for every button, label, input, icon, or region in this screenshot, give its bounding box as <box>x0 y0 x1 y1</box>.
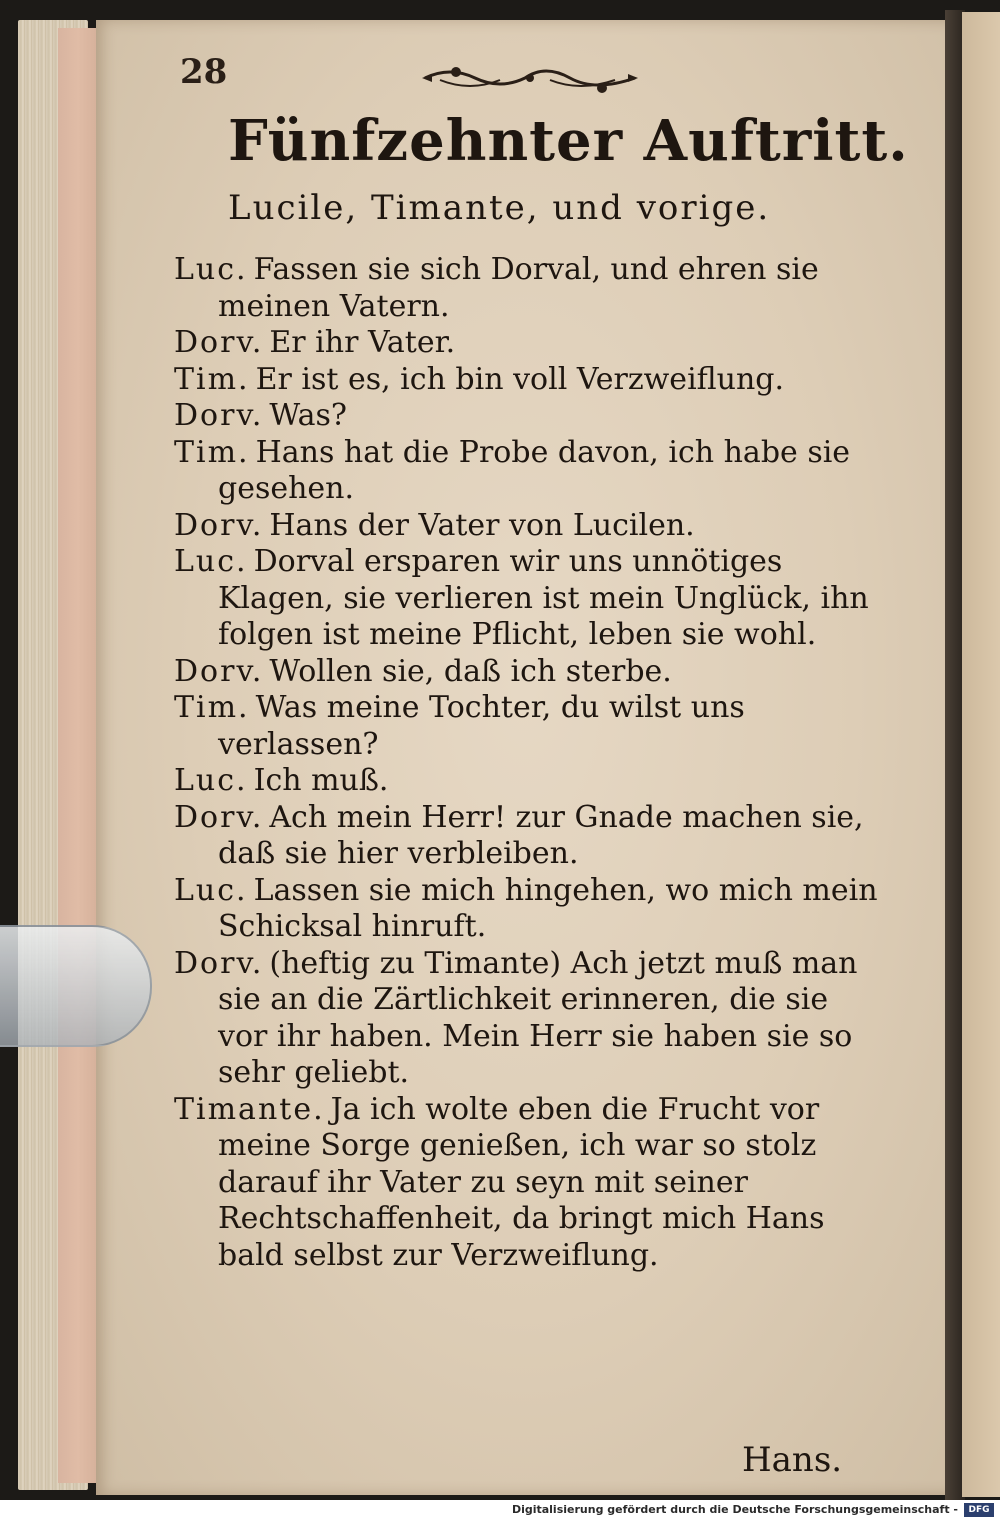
footer-bar <box>0 1500 1000 1521</box>
dialogue-text: Ach mein Herr! zur Gnade machen sie, daß sie hier verbleiben. <box>218 799 864 871</box>
dialogue-entry <box>174 362 879 399</box>
dialogue-entry <box>174 800 879 873</box>
speaker-name: Dorv. <box>174 507 264 543</box>
dialogue-entry <box>174 654 879 691</box>
speaker-name: Tim. <box>174 690 250 725</box>
dialogue-text: Er ist es, ich bin voll Verzweiflung. <box>255 361 785 397</box>
dfg-logo: DFG <box>964 1503 994 1517</box>
dialogue-entry <box>174 763 879 800</box>
dialogue-entry <box>174 435 879 508</box>
dialogue-entry <box>174 508 879 545</box>
dialogue-text: (heftig zu Timante) Ach jetzt muß man sie an die Zärtlichkeit erinneren, die sie vor ihr haben. Mein Herr sie haben sie so sehr geliebt. <box>218 945 858 1090</box>
dialogue-entry <box>174 252 879 325</box>
dialogue-text: Was meine Tochter, du wilst uns verlassen? <box>218 690 745 762</box>
funding-credit: Digitalisierung gefördert durch die Deutsche Forschungsgemeinschaft - <box>511 1503 958 1516</box>
dialogue-entry <box>174 544 879 654</box>
dialogue-text: Wollen sie, daß ich sterbe. <box>269 653 672 689</box>
scene-characters: Lucile, Timante, und vorige. <box>228 188 771 228</box>
catchword: Hans. <box>742 1440 843 1480</box>
speaker-name: Dorv. <box>174 945 264 981</box>
ornament-icon <box>420 58 640 98</box>
dialogue-entry <box>174 873 879 946</box>
dialogue-entry <box>174 690 879 763</box>
speaker-name: Luc. <box>174 544 248 579</box>
speaker-name: Dorv. <box>174 398 264 433</box>
speaker-name: Tim. <box>174 434 250 470</box>
page-number: 28 <box>180 52 228 92</box>
speaker-name: Luc. <box>174 763 248 798</box>
facing-page-edge <box>962 12 1000 1497</box>
dialogue-text: Er ihr Vater. <box>269 325 456 360</box>
dialogue-block <box>174 252 879 1274</box>
scene-heading: Fünfzehnter Auftritt. <box>228 108 909 174</box>
dialogue-entry <box>174 946 879 1092</box>
dialogue-entry <box>174 1092 879 1275</box>
dialogue-entry <box>174 325 879 362</box>
speaker-name: Luc. <box>174 252 248 287</box>
dialogue-text: Dorval ersparen wir uns unnötiges Klagen, sie verlieren ist mein Unglück, ihn folgen ist meine Pflicht, leben sie wohl. <box>218 544 869 652</box>
page-clip <box>0 925 152 1047</box>
dialogue-text: Ich muß. <box>253 763 389 798</box>
speaker-name: Dorv. <box>174 325 264 360</box>
dialogue-text: Lassen sie mich hingehen, wo mich mein Schicksal hinruft. <box>218 872 878 944</box>
dialogue-text: Was? <box>269 398 347 433</box>
speaker-name: Luc. <box>174 872 248 908</box>
speaker-name: Timante. <box>174 1091 325 1127</box>
dialogue-text: Hans der Vater von Lucilen. <box>269 507 695 543</box>
dialogue-text: Ja ich wolte eben die Frucht vor meine Sorge genießen, ich war so stolz darauf ihr Vater zu seyn mit seiner Rechtschaffenheit, da bringt mich Hans bald selbst zur Verzweiflung. <box>218 1091 825 1273</box>
speaker-name: Dorv. <box>174 653 264 689</box>
speaker-name: Tim. <box>174 361 250 397</box>
speaker-name: Dorv. <box>174 799 264 835</box>
dialogue-text: Fassen sie sich Dorval, und ehren sie meinen Vatern. <box>218 252 819 324</box>
dialogue-entry <box>174 398 879 435</box>
dialogue-text: Hans hat die Probe davon, ich habe sie gesehen. <box>218 434 851 506</box>
